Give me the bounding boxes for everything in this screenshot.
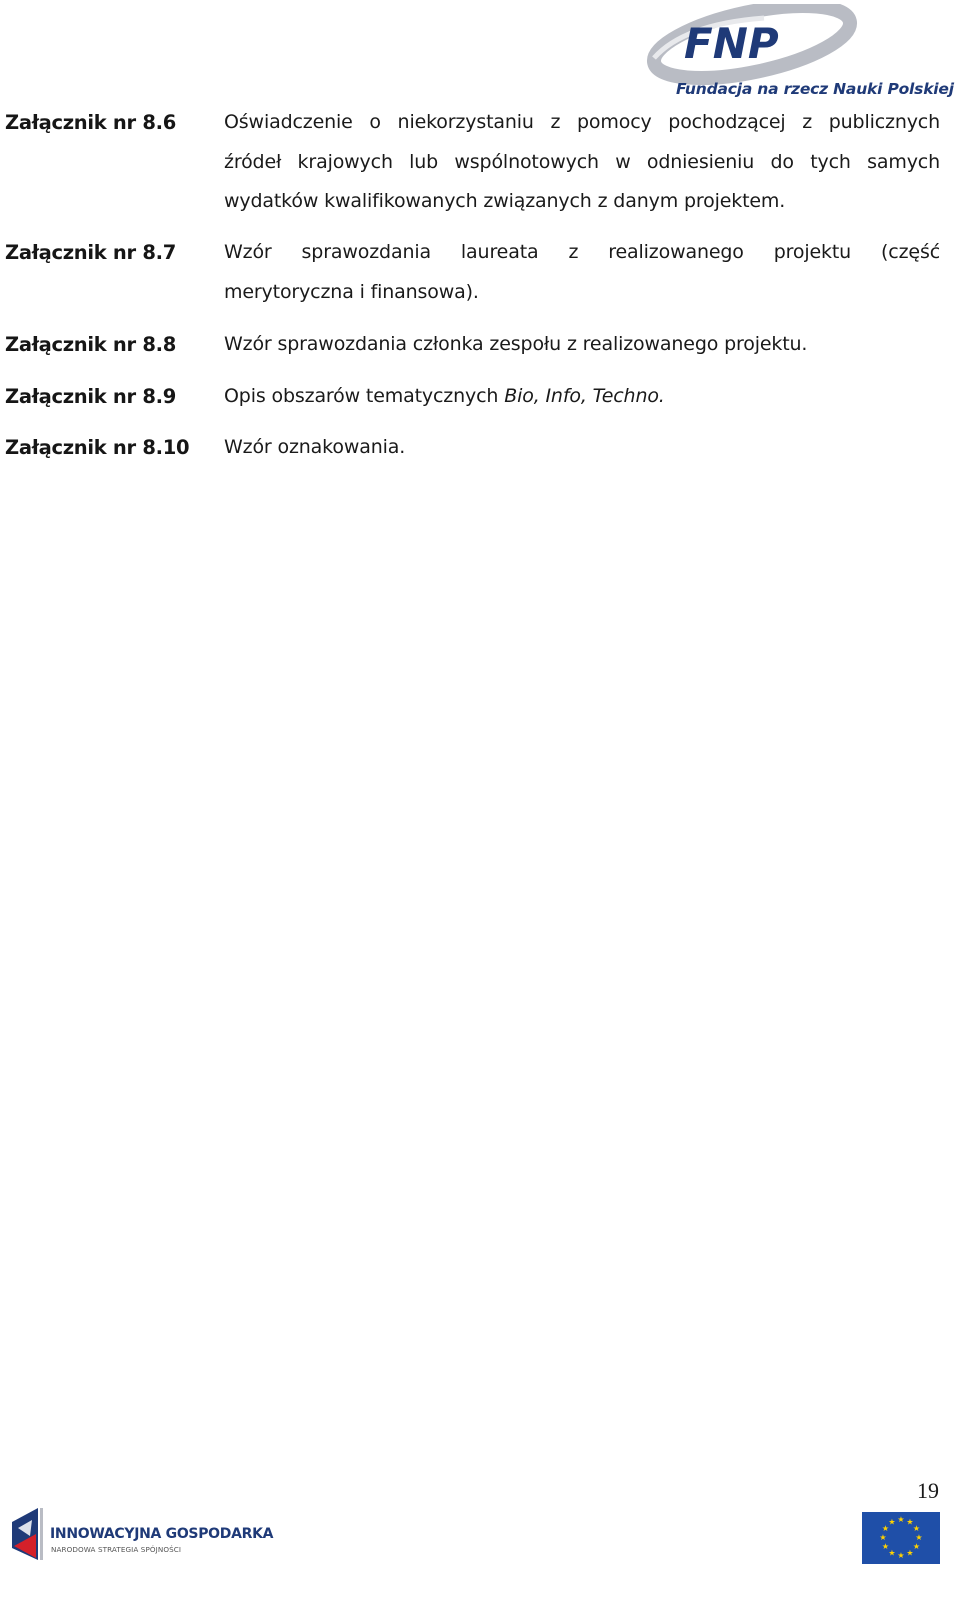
annex-label: Załącznik nr 8.7 [5,241,176,264]
svg-text:★: ★ [906,1548,914,1558]
svg-text:★: ★ [888,1548,896,1558]
annex-label: Załącznik nr 8.6 [5,111,176,134]
svg-text:★: ★ [912,1542,921,1551]
annex-label: Załącznik nr 8.9 [5,385,176,408]
svg-text:★: ★ [881,1524,890,1533]
svg-text:★: ★ [881,1542,890,1551]
fnp-tagline: Fundacja na rzecz Nauki Polskiej [676,80,954,98]
svg-text:★: ★ [915,1533,923,1542]
svg-text:★: ★ [888,1517,896,1527]
svg-text:★: ★ [906,1517,914,1527]
annex-description: Oświadczenie o niekorzystaniu z pomocy pochodzącej z publicznych źródeł krajowych lub wspólnotowych w odniesieniu do tych samych wydatków kwalifikowanych związanych z danym projektem. [224,111,940,212]
ig-logo-subtitle: NARODOWA STRATEGIA SPÓJNOŚCI [51,1545,182,1554]
annex-description: Wzór sprawozdania członka zespołu z realizowanego projektu. [224,333,808,355]
annex-label: Załącznik nr 8.8 [5,333,176,356]
annex-description-italic: Bio, Info, Techno. [504,385,665,407]
fnp-logo-text: FNP [684,19,779,68]
annex-description-text: Opis obszarów tematycznych [224,385,505,407]
annex-label: Załącznik nr 8.10 [5,436,190,459]
svg-text:★: ★ [912,1524,921,1533]
ig-logo-title: INNOWACYJNA GOSPODARKA [50,1526,274,1542]
svg-text:★: ★ [897,1551,905,1560]
page-number: 19 [917,1478,939,1503]
svg-text:★: ★ [879,1533,887,1542]
svg-text:★: ★ [897,1515,905,1524]
eu-flag-icon [862,1512,940,1564]
annex-description: Wzór oznakowania. [224,436,406,458]
annex-description [224,377,940,417]
annex-description: Wzór sprawozdania laureata z realizowanego projektu (część merytoryczna i finansowa). [224,241,940,303]
